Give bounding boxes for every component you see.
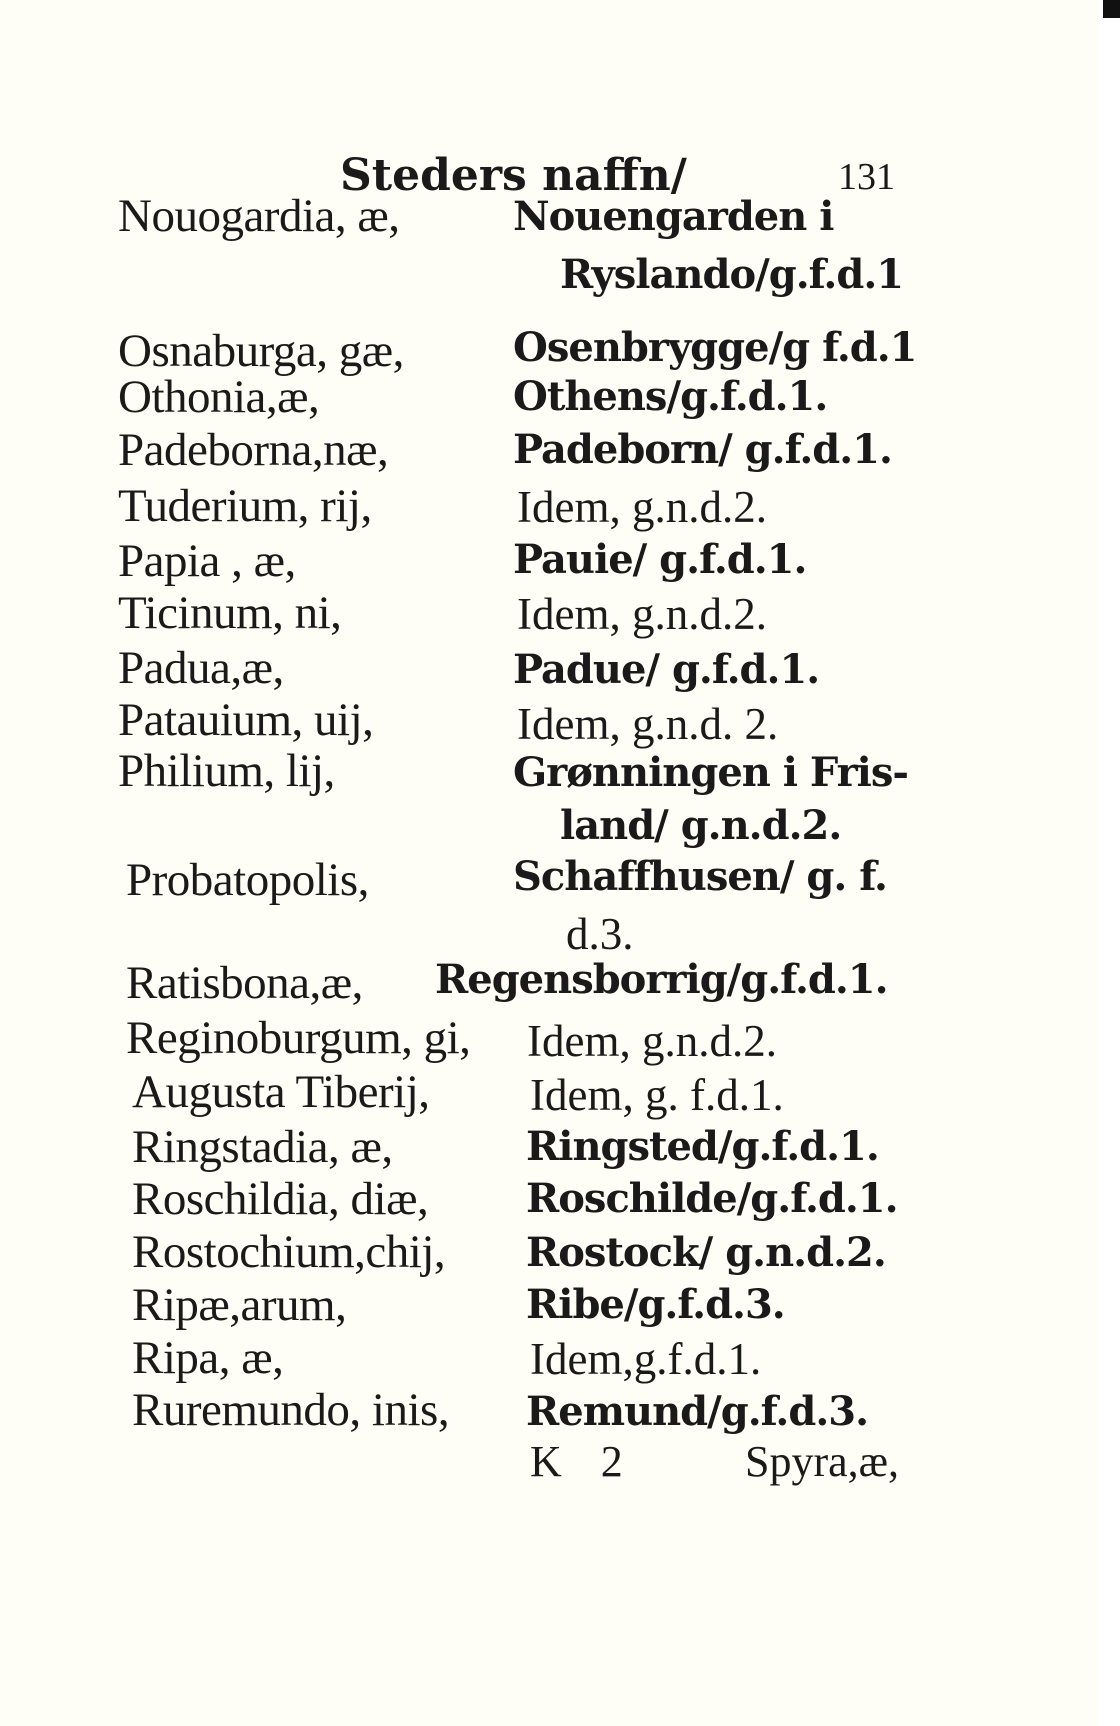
- latin-entry: Padeborna,næ,: [118, 424, 389, 476]
- latin-entry: Roschildia, diæ,: [132, 1173, 429, 1225]
- latin-entry: Othonia,æ,: [118, 371, 320, 423]
- vernacular-entry: Remund/g.f.d.3.: [526, 1388, 869, 1435]
- vernacular-entry: Othens/g.f.d.1.: [513, 373, 828, 420]
- vernacular-entry: Idem, g.n.d. 2.: [517, 699, 779, 749]
- latin-entry: Rostochium,chij,: [132, 1226, 446, 1278]
- latin-entry: Ripa, æ,: [132, 1332, 284, 1384]
- latin-entry: Philium, lij,: [118, 745, 335, 797]
- vernacular-entry: Regensborrig/g.f.d.1.: [435, 956, 888, 1003]
- scan-margin: [1098, 0, 1120, 1726]
- latin-entry: Papia , æ,: [118, 535, 296, 587]
- vernacular-entry: Rostock/ g.n.d.2.: [526, 1229, 886, 1276]
- vernacular-entry: Schaffhusen/ g. f.: [513, 853, 887, 900]
- latin-entry: Augusta Tiberij,: [132, 1066, 430, 1118]
- vernacular-entry: Ringsted/g.f.d.1.: [526, 1123, 879, 1170]
- vernacular-entry-continued: d.3.: [566, 909, 634, 959]
- vernacular-entry: Pauie/ g.f.d.1.: [513, 536, 807, 583]
- vernacular-entry: Idem,g.f.d.1.: [530, 1334, 762, 1384]
- latin-entry: Osnaburga, gæ,: [118, 325, 404, 377]
- vernacular-entry: Padeborn/ g.f.d.1.: [513, 426, 892, 473]
- vernacular-entry: Idem, g.n.d.2.: [517, 482, 767, 532]
- vernacular-entry: Padue/ g.f.d.1.: [513, 646, 820, 693]
- vernacular-entry: Idem, g.n.d.2.: [517, 589, 767, 639]
- latin-entry: Ripæ,arum,: [132, 1279, 347, 1331]
- scan-edge-mark: [1103, 0, 1120, 18]
- vernacular-entry: Nouengarden i: [513, 193, 834, 240]
- vernacular-entry: Osenbrygge/g f.d.1: [513, 324, 917, 371]
- latin-entry: Ruremundo, inis,: [132, 1384, 450, 1436]
- signature-mark: K 2: [530, 1437, 637, 1486]
- latin-entry: Reginoburgum, gi,: [126, 1012, 471, 1064]
- latin-entry: Probatopolis,: [126, 854, 369, 906]
- latin-entry: Patauium, uij,: [118, 694, 374, 746]
- latin-entry: Ratisbona,æ,: [126, 957, 363, 1009]
- vernacular-entry: Grønningen i Fris-: [513, 749, 908, 796]
- vernacular-entry: Idem, g.n.d.2.: [527, 1016, 777, 1066]
- latin-entry: Ticinum, ni,: [118, 587, 342, 639]
- vernacular-entry-continued: Ryslando/g.f.d.1: [560, 251, 904, 298]
- catchword: Spyra,æ,: [745, 1437, 899, 1486]
- vernacular-entry: Ribe/g.f.d.3.: [526, 1281, 785, 1328]
- latin-entry: Nouogardia, æ,: [118, 190, 400, 242]
- page-number: 131: [838, 156, 895, 198]
- latin-entry: Ringstadia, æ,: [132, 1121, 393, 1173]
- vernacular-entry-continued: land/ g.n.d.2.: [560, 802, 842, 849]
- vernacular-entry: Idem, g. f.d.1.: [530, 1070, 784, 1120]
- latin-entry: Tuderium, rij,: [118, 480, 372, 532]
- latin-entry: Padua,æ,: [118, 642, 284, 694]
- vernacular-entry: Roschilde/g.f.d.1.: [526, 1175, 898, 1222]
- page-title: Steders naffn/: [340, 150, 687, 201]
